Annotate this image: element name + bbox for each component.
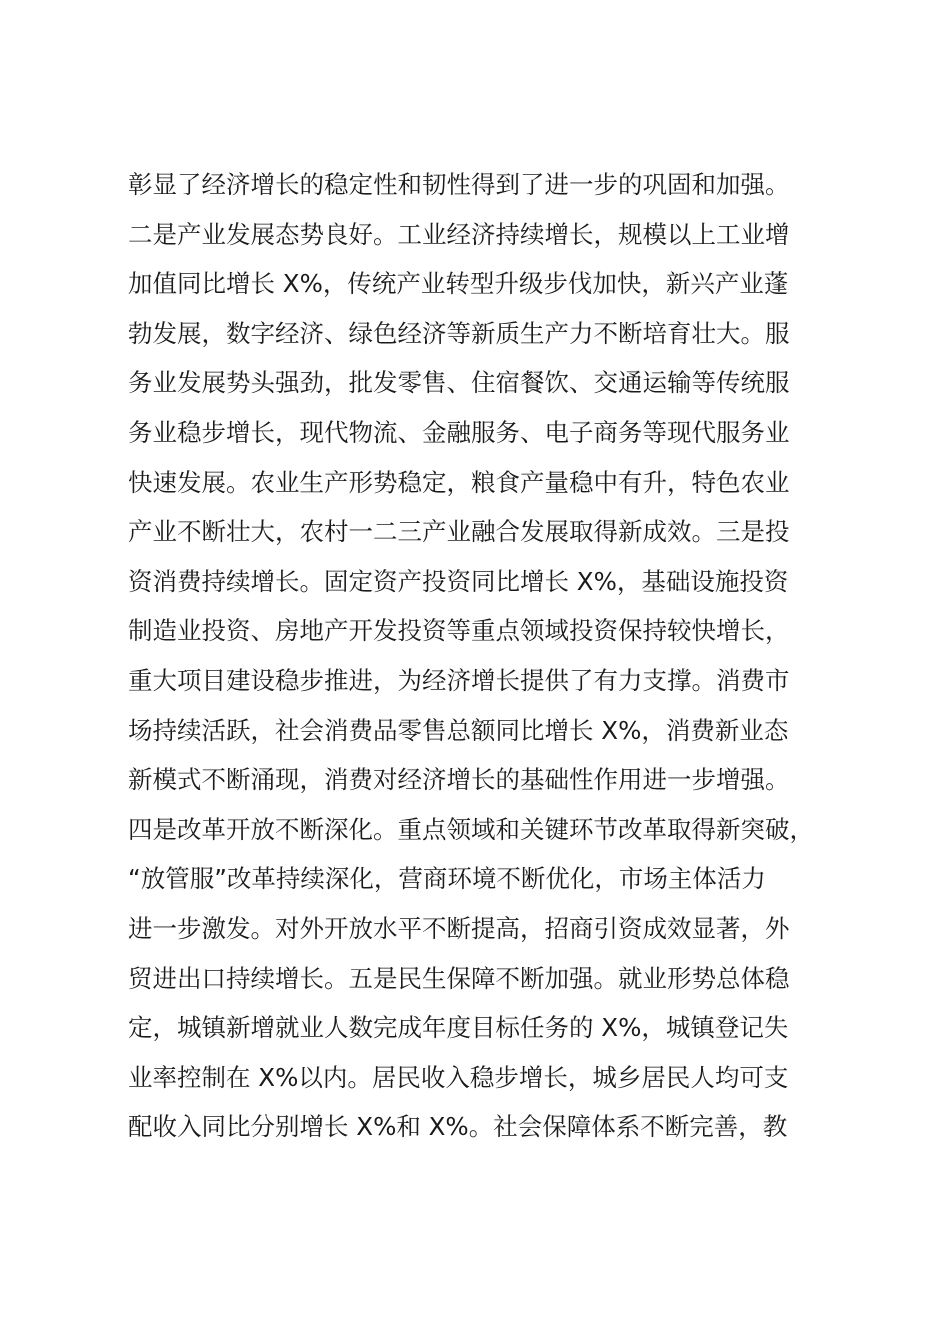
text-line: 场持续活跃，社会消费品零售总额同比增长 X%，消费新业态 [128, 715, 789, 745]
text-line: 四是改革开放不断深化。重点领域和关键环节改革取得新突破， [128, 814, 814, 844]
text-line: 资消费持续增长。固定资产投资同比增长 X%，基础设施投资 [128, 566, 789, 596]
text-line: 定，城镇新增就业人数完成年度目标任务的 X%，城镇登记失 [128, 1013, 789, 1043]
text-line: 快速发展。农业生产形势稳定，粮食产量稳中有升，特色农业 [128, 467, 790, 497]
text-line: 配收入同比分别增长 X%和 X%。社会保障体系不断完善，教 [128, 1112, 788, 1142]
text-line: 彰显了经济增长的稳定性和韧性得到了进一步的巩固和加强。 [128, 170, 790, 199]
text-line: 务业稳步增长，现代物流、金融服务、电子商务等现代服务业 [128, 417, 790, 447]
text-line: “放管服”改革持续深化，营商环境不断优化，市场主体活力 [128, 864, 766, 894]
body-text [128, 160, 868, 1152]
text-line: 产业不断壮大，农村一二三产业融合发展取得新成效。三是投 [128, 517, 790, 547]
text-line: 业率控制在 X%以内。居民收入稳步增长，城乡居民人均可支 [128, 1062, 789, 1092]
text-line: 进一步激发。对外开放水平不断提高，招商引资成效显著，外 [128, 913, 790, 943]
text-line: 制造业投资、房地产开发投资等重点领域投资保持较快增长， [128, 616, 790, 646]
text-line: 二是产业发展态势良好。工业经济持续增长，规模以上工业增 [128, 219, 790, 249]
text-line: 贸进出口持续增长。五是民生保障不断加强。就业形势总体稳 [128, 963, 790, 993]
text-line: 勃发展，数字经济、绿色经济等新质生产力不断培育壮大。服 [128, 318, 790, 348]
text-line: 重大项目建设稳步推进，为经济增长提供了有力支撑。消费市 [128, 665, 790, 695]
text-line: 务业发展势头强劲，批发零售、住宿餐饮、交通运输等传统服 [128, 368, 790, 398]
text-line: 新模式不断涌现，消费对经济增长的基础性作用进一步增强。 [128, 765, 790, 795]
text-line: 加值同比增长 X%，传统产业转型升级步伐加快，新兴产业蓬 [128, 269, 789, 299]
